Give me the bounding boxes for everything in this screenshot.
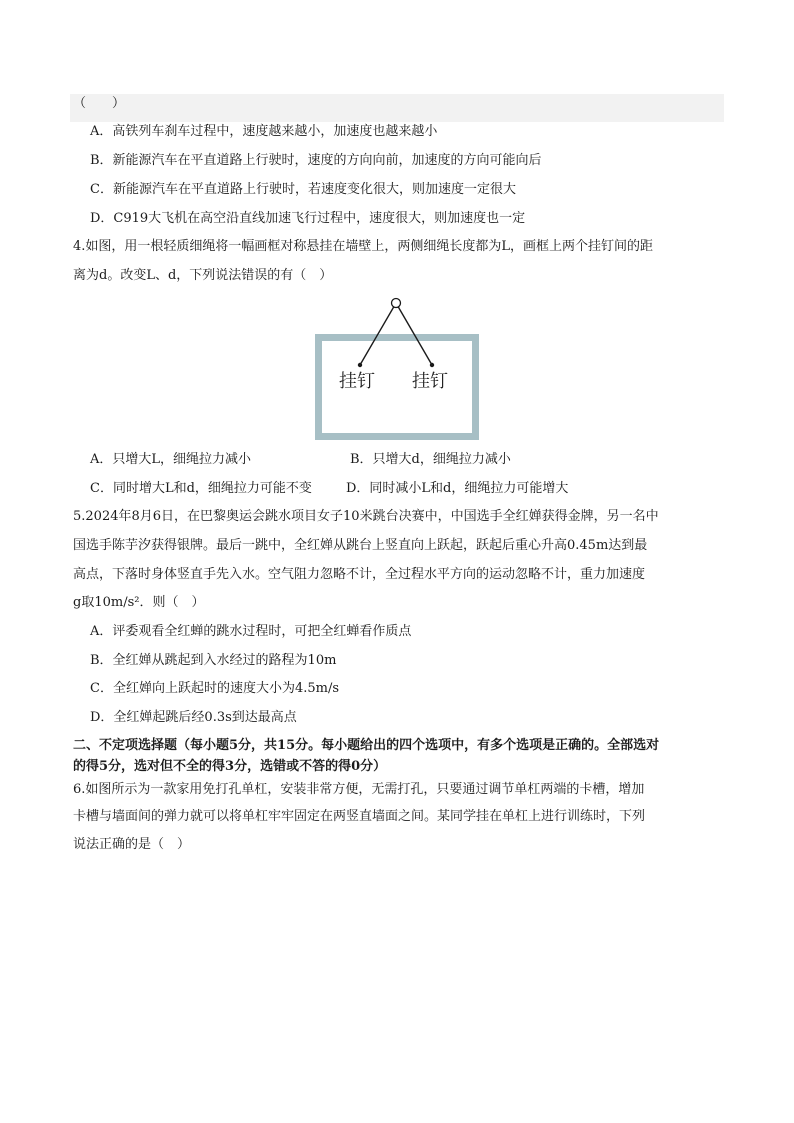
q4-stem-line-1: 4.如图，用一根轻质细绳将一幅画框对称悬挂在墙壁上，两侧细绳长度都为L，画框上两个挂钉间的距 [73, 239, 654, 254]
q3-option-c: C．新能源汽车在平直道路上行驶时，若速度变化很大，则加速度一定很大 [90, 182, 516, 197]
q4-option-c: C．同时增大L和d，细绳拉力可能不变 [90, 481, 312, 496]
q3-option-a: A．高铁列车刹车过程中，速度越来越小，加速度也越来越小 [90, 124, 438, 139]
right-nail-label: 挂钉 [412, 371, 448, 392]
section-2-title-line-2: 的得5分，选对但不全的得3分，选错或不答的得0分） [73, 759, 387, 774]
q6-stem-line-2: 卡槽与墙面间的弹力就可以将单杠牢牢固定在两竖直墙面之间。某同学挂在单杠上进行训练时，下列 [73, 809, 646, 824]
wall-hook [392, 299, 401, 308]
q3-option-d: D．C919大飞机在高空沿直线加速飞行过程中，速度很大，则加速度也一定 [90, 211, 526, 226]
q5-stem-line-3: 高点，下落时身体竖直手先入水。空气阻力忽略不计，全过程水平方向的运动忽略不计，重力加速度 [73, 567, 646, 582]
section-2-title-line-1: 二、不定项选择题（每小题5分，共15分。每小题给出的四个选项中，有多个选项是正确的。全部选对 [73, 738, 660, 753]
q5-option-b: B．全红婵从跳起到入水经过的路程为10m [90, 653, 337, 668]
q4-option-a: A．只增大L，细绳拉力减小 [90, 452, 252, 467]
q3-answer-bracket: （ ） [73, 96, 126, 111]
top-highlight-bar [70, 94, 724, 122]
q4-stem-line-2: 离为d。改变L、d，下列说法错误的有（ ） [73, 268, 333, 283]
left-nail-label: 挂钉 [339, 371, 375, 392]
q3-option-b: B．新能源汽车在平直道路上行驶时，速度的方向向前，加速度的方向可能向后 [90, 153, 542, 168]
q5-stem-line-1: 5.2024年8月6日，在巴黎奥运会跳水项目女子10米跳台决赛中，中国选手全红婵获得金牌，另一名中 [73, 509, 659, 524]
picture-frame-figure [312, 296, 482, 442]
q4-option-d: D．同时减小L和d，细绳拉力可能增大 [346, 481, 569, 496]
q6-stem-line-3: 说法正确的是（ ） [73, 837, 191, 852]
hanging-string-diagram [312, 296, 482, 442]
left-string [360, 303, 396, 365]
q5-option-a: A．评委观看全红蝉的跳水过程时，可把全红蝉看作质点 [90, 624, 412, 639]
left-nail [358, 363, 362, 367]
q5-stem-line-2: 国选手陈芋汐获得银牌。最后一跳中，全红婵从跳台上竖直向上跃起，跃起后重心升高0.45m达到最 [73, 538, 648, 553]
right-nail [430, 363, 434, 367]
q5-stem-line-4: g取10m/s²．则（ ） [73, 595, 205, 610]
q5-option-d: D．全红婵起跳后经0.3s到达最高点 [90, 710, 297, 725]
right-string [396, 303, 432, 365]
q6-stem-line-1: 6.如图所示为一款家用免打孔单杠，安装非常方便，无需打孔，只要通过调节单杠两端的卡槽，增加 [73, 782, 645, 797]
q5-option-c: C．全红婵向上跃起时的速度大小为4.5m/s [90, 681, 339, 696]
q4-option-b: B．只增大d，细绳拉力减小 [350, 452, 511, 467]
